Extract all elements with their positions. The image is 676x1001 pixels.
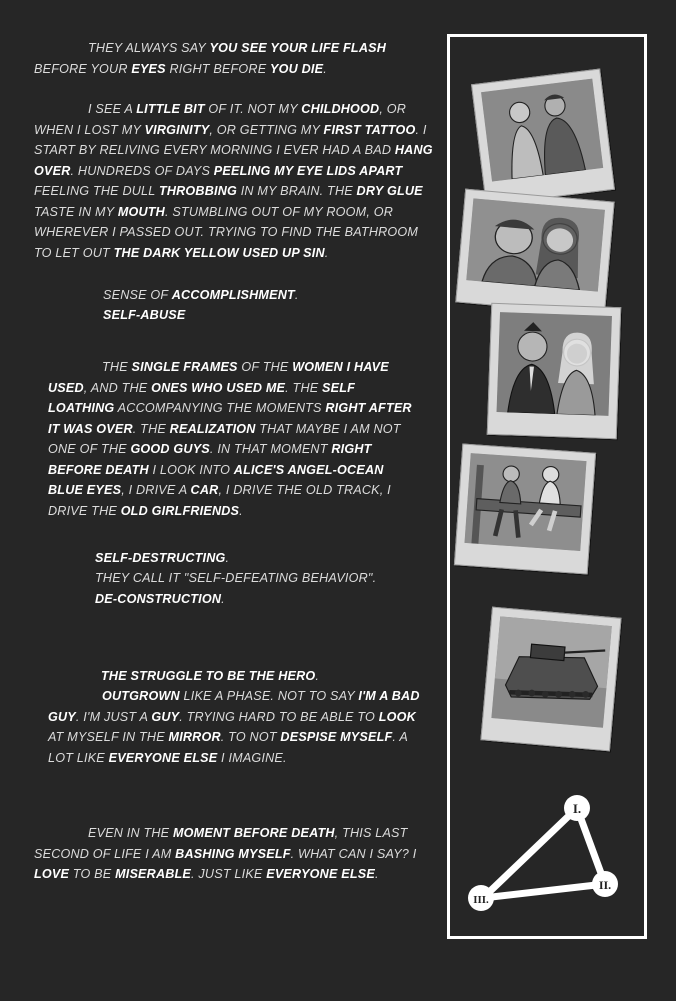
emphasis-text: MOUTH [117,204,165,219]
emphasis-text: SELF-DESTRUCTING [95,551,226,565]
body-text: . THE [285,380,323,395]
body-text: THEY ALWAYS SAY [88,41,210,55]
paragraph-moment-before-death [34,823,434,885]
body-text: . WHAT CAN I SAY? I [290,846,417,861]
line-de-construction [95,589,425,610]
body-text: EVEN IN THE [88,826,173,840]
paragraph-life-flash [34,38,432,79]
emphasis-text: MOMENT BEFORE DEATH [172,826,335,840]
emphasis-text: BASHING MYSELF [175,846,291,861]
emphasis-text: LOOK [378,709,416,724]
body-text: TASTE IN MY [34,204,118,219]
emphasis-text: OLD GIRLFRIENDS [120,503,240,518]
emphasis-text: GUY [151,709,180,724]
emphasis-text: REALIZATION [169,421,256,436]
body-text: . [374,867,379,881]
body-text: . THE [132,421,170,436]
emphasis-text: LITTLE BIT [136,102,205,116]
photo-couple-ride-image [464,453,586,551]
emphasis-text: GOOD GUYS [130,442,210,456]
body-text: OF THE [237,360,293,374]
body-text: . JUST LIKE [191,867,267,881]
emphasis-text: RIGHT AFTER IT WAS OVER [48,401,412,436]
body-text: . A LOT LIKE [48,730,408,765]
body-text: ACCOMPANYING THE MOMENTS [114,401,326,415]
body-text: . [315,669,320,683]
photo-couple-cap [455,189,614,316]
body-text: . TO NOT [220,730,281,744]
body-text: . [221,592,225,606]
body-text: THEY CALL IT "SELF-DEFEATING BEHAVIOR". [95,571,377,585]
body-text: . [225,551,230,565]
emphasis-text: MIRROR [168,730,221,744]
emphasis-text: SELF-ABUSE [103,308,186,322]
emphasis-text: I'M A BAD GUY [48,689,420,724]
trinity-symbol [453,780,643,930]
body-text: AT MYSELF IN THE [48,730,169,744]
body-text: . [294,288,299,302]
line-self-destructing [95,548,425,569]
emphasis-text: THROBBING [158,184,238,198]
body-text: TO BE [69,867,116,881]
line-struggle-hero [101,666,421,687]
line-self-abuse [103,305,423,326]
body-text: , AND THE [83,380,152,395]
body-text: . I'M JUST A [75,709,152,724]
body-text: SENSE OF [103,288,172,302]
body-text: , OR WHEN I LOST MY [34,102,407,137]
body-text: I SEE A [88,102,137,116]
line-accomplishment [103,285,423,306]
emphasis-text: CAR [190,483,219,497]
emphasis-text: PEELING MY EYE LIDS APART [213,163,403,178]
body-text: . TRYING HARD TO BE ABLE TO [179,709,379,724]
body-text: I LOOK INTO [148,462,234,477]
body-text: , I DRIVE A [121,483,191,497]
body-text: . [239,503,243,518]
emphasis-text: SINGLE FRAMES [131,360,238,374]
body-text: . I START BY RELIVING EVERY MORNING I EVER HAD A BAD [34,122,427,157]
body-text: . IN THAT MOMENT [209,442,332,456]
body-text: . [324,245,329,260]
photo-tank-image [491,616,611,727]
paragraph-outgrown [48,686,424,768]
emphasis-text: YOU DIE [270,61,324,76]
paragraph-single-frames [48,357,422,521]
emphasis-text: VIRGINITY [144,122,210,137]
body-text: FEELING THE DULL [34,184,159,198]
body-text: . [323,61,327,76]
emphasis-text: MISERABLE [115,867,192,881]
body-text: BEFORE YOUR [34,61,132,76]
body-text: OF IT. NOT MY [204,102,302,116]
body-text: THE [102,360,132,374]
emphasis-text: EVERYONE ELSE [108,750,218,765]
photo-couple-ride [454,443,596,574]
body-text: , I DRIVE THE OLD TRACK, I DRIVE THE [48,483,391,518]
trinity-label-2: II. [598,878,612,892]
emphasis-text: DE-CONSTRUCTION [95,592,222,606]
body-text: I IMAGINE. [217,750,287,765]
emphasis-text: RIGHT BEFORE DEATH [48,442,372,477]
body-text: RIGHT BEFORE [165,61,271,76]
trinity-label-1: I. [572,801,582,816]
body-text: THAT MAYBE I AM NOT ONE OF THE [48,421,401,456]
emphasis-text: THE DARK YELLOW USED UP SIN [113,245,325,260]
photo-couple-tattoo [471,69,615,206]
body-text: , OR GETTING MY [209,122,324,137]
photo-couple-tattoo-image [481,79,603,182]
emphasis-text: CHILDHOOD [301,102,380,116]
emphasis-text: THE STRUGGLE TO BE THE HERO [101,669,316,683]
emphasis-text: FIRST TATTOO [323,122,416,137]
photo-tank [480,607,621,752]
photo-couple-cap-image [466,198,605,291]
emphasis-text: SELF LOATHING [48,380,356,415]
emphasis-text: YOU SEE YOUR LIFE FLASH [209,41,387,55]
emphasis-text: WOMEN I HAVE USED [48,360,389,395]
emphasis-text: ALICE'S ANGEL-OCEAN BLUE EYES [48,462,384,497]
emphasis-text: ONES WHO USED ME [151,380,286,395]
body-text: LIKE A PHASE. NOT TO SAY [179,689,359,703]
emphasis-text: DESPISE MYSELF [280,730,393,744]
trinity-label-3: III. [473,894,489,906]
emphasis-text: HANG OVER [34,143,433,178]
emphasis-text: ACCOMPLISHMENT [171,288,295,302]
emphasis-text: EVERYONE ELSE [266,867,375,881]
emphasis-text: DRY GLUE [356,184,423,198]
body-text: , THIS LAST SECOND OF LIFE I AM [34,826,408,861]
paragraph-hang-over [34,99,434,263]
photo-couple-suit [487,303,622,439]
line-self-defeating [95,568,425,589]
photo-couple-suit-image [497,312,612,416]
body-text: IN MY BRAIN. THE [237,184,357,198]
emphasis-text: EYES [131,61,166,76]
emphasis-text: OUTGROWN [102,689,180,703]
body-text: . HUNDREDS OF DAYS [70,163,214,178]
emphasis-text: LOVE [34,867,70,881]
body-text: . STUMBLING OUT OF MY ROOM, OR WHEREVER I PASSED OUT. TRYING TO FIND THE BATHROOM TO LET OUT [34,204,419,260]
